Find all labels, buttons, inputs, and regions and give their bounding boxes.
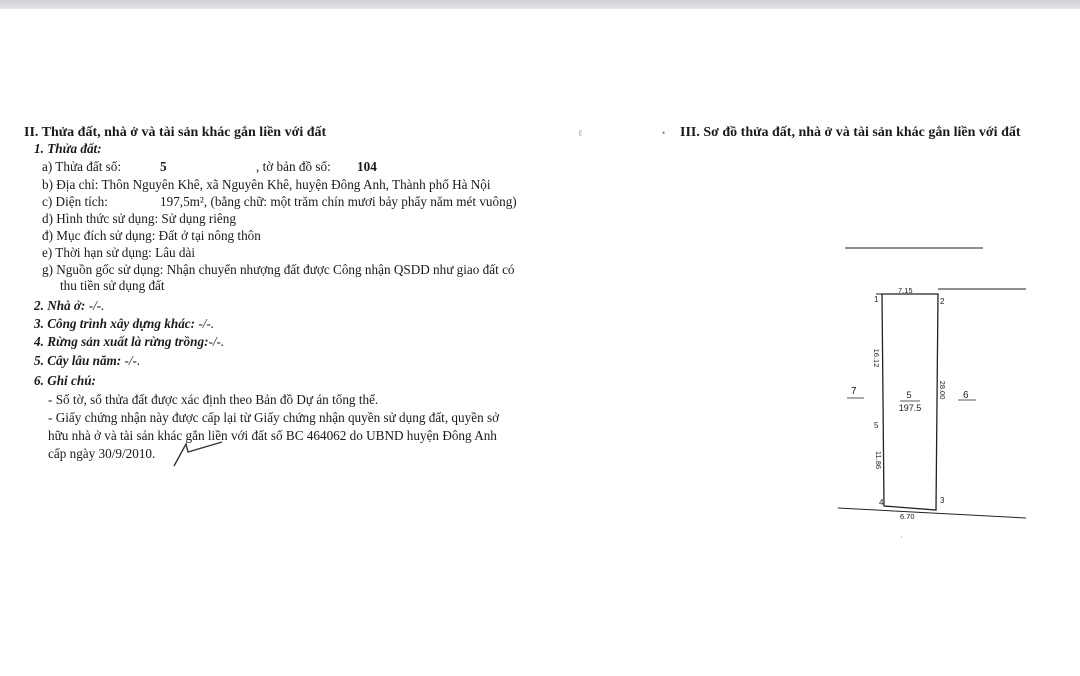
construction-label: 3. Công trình xây dựng khác: — [34, 316, 196, 331]
area-value: 197,5m², (bằng chữ: một trăm chín mươi bảy phẩy năm mét vuông) — [160, 194, 517, 209]
scan-speck: · — [900, 532, 903, 542]
area-label: c) Diện tích: — [42, 194, 108, 209]
map-sheet-label: , tờ bản đồ số: — [256, 159, 331, 174]
scan-dot: • — [662, 128, 666, 138]
corner-3-label: 3 — [940, 496, 945, 505]
map-sheet-value: 104 — [357, 159, 377, 174]
notes-line-1: - Số tờ, số thửa đất được xác định theo Bản đồ Dự án tổng thể. — [48, 392, 379, 407]
usage-form: d) Hình thức sử dụng: Sử dụng riêng — [42, 211, 236, 226]
bottom-width-label: 6.70 — [900, 512, 915, 521]
neighbor-left-label: 7 — [851, 386, 857, 397]
parcel-number-label: a) Thửa đất số: — [42, 159, 122, 174]
parcel-area-label: 197.5 — [898, 403, 922, 413]
notes-line-2: - Giấy chứng nhận này được cấp lại từ Giấy chứng nhận quyền sử dụng đất, quyền sở — [48, 410, 500, 425]
corner-4-label: 4 — [879, 498, 884, 507]
scan-mark: ℓ — [578, 128, 583, 138]
usage-origin-line2: thu tiền sử dụng đất — [60, 278, 165, 293]
house-value: -/-. — [88, 298, 105, 313]
usage-purpose: đ) Mục đích sử dụng: Đất ở tại nông thôn — [42, 228, 261, 243]
corner-1-label: 1 — [874, 295, 879, 304]
top-width-label: 7.15 — [898, 286, 913, 295]
section-2-heading: II. Thửa đất, nhà ở và tài sản khác gắn liền với đất — [24, 125, 327, 140]
parcel-number-value: 5 — [160, 159, 167, 174]
corner-2-label: 2 — [940, 297, 945, 306]
notes-line-3: hữu nhà ở và tài sản khác gắn liền với đất số BC 464062 do UBND huyện Đông Anh — [48, 428, 497, 443]
right-edge-length: 28.00 — [938, 380, 947, 400]
left-lower-length: 11.86 — [874, 450, 883, 470]
forest-label: 4. Rừng sản xuất là rừng trồng: — [34, 334, 209, 349]
notes-heading: 6. Ghi chú: — [34, 373, 96, 388]
corner-5-label: 5 — [874, 421, 879, 430]
trees-label: 5. Cây lâu năm: — [34, 353, 122, 368]
address-line: b) Địa chỉ: Thôn Nguyên Khê, xã Nguyên Khê, huyện Đông Anh, Thành phố Hà Nội — [42, 177, 491, 192]
neighbor-right-label: 6 — [963, 390, 969, 401]
construction-value: -/-. — [198, 316, 215, 331]
house-label: 2. Nhà ở: — [34, 298, 86, 313]
parcel-number-label: 5 — [906, 390, 912, 400]
forest-value: -/-. — [208, 334, 225, 349]
section-3-heading: III. Sơ đồ thửa đất, nhà ở và tài sản khác gắn liền với đất — [680, 125, 1021, 140]
trees-value: -/-. — [124, 353, 141, 368]
usage-term: e) Thời hạn sử dụng: Lâu dài — [42, 245, 196, 260]
usage-origin-line1: g) Nguồn gốc sử dụng: Nhận chuyển nhượng đất được Công nhận QSDD như giao đất có — [42, 262, 515, 277]
parcel-heading: 1. Thửa đất: — [34, 141, 102, 156]
left-upper-length: 16.12 — [872, 348, 881, 368]
notes-line-4: cấp ngày 30/9/2010. — [48, 446, 156, 461]
